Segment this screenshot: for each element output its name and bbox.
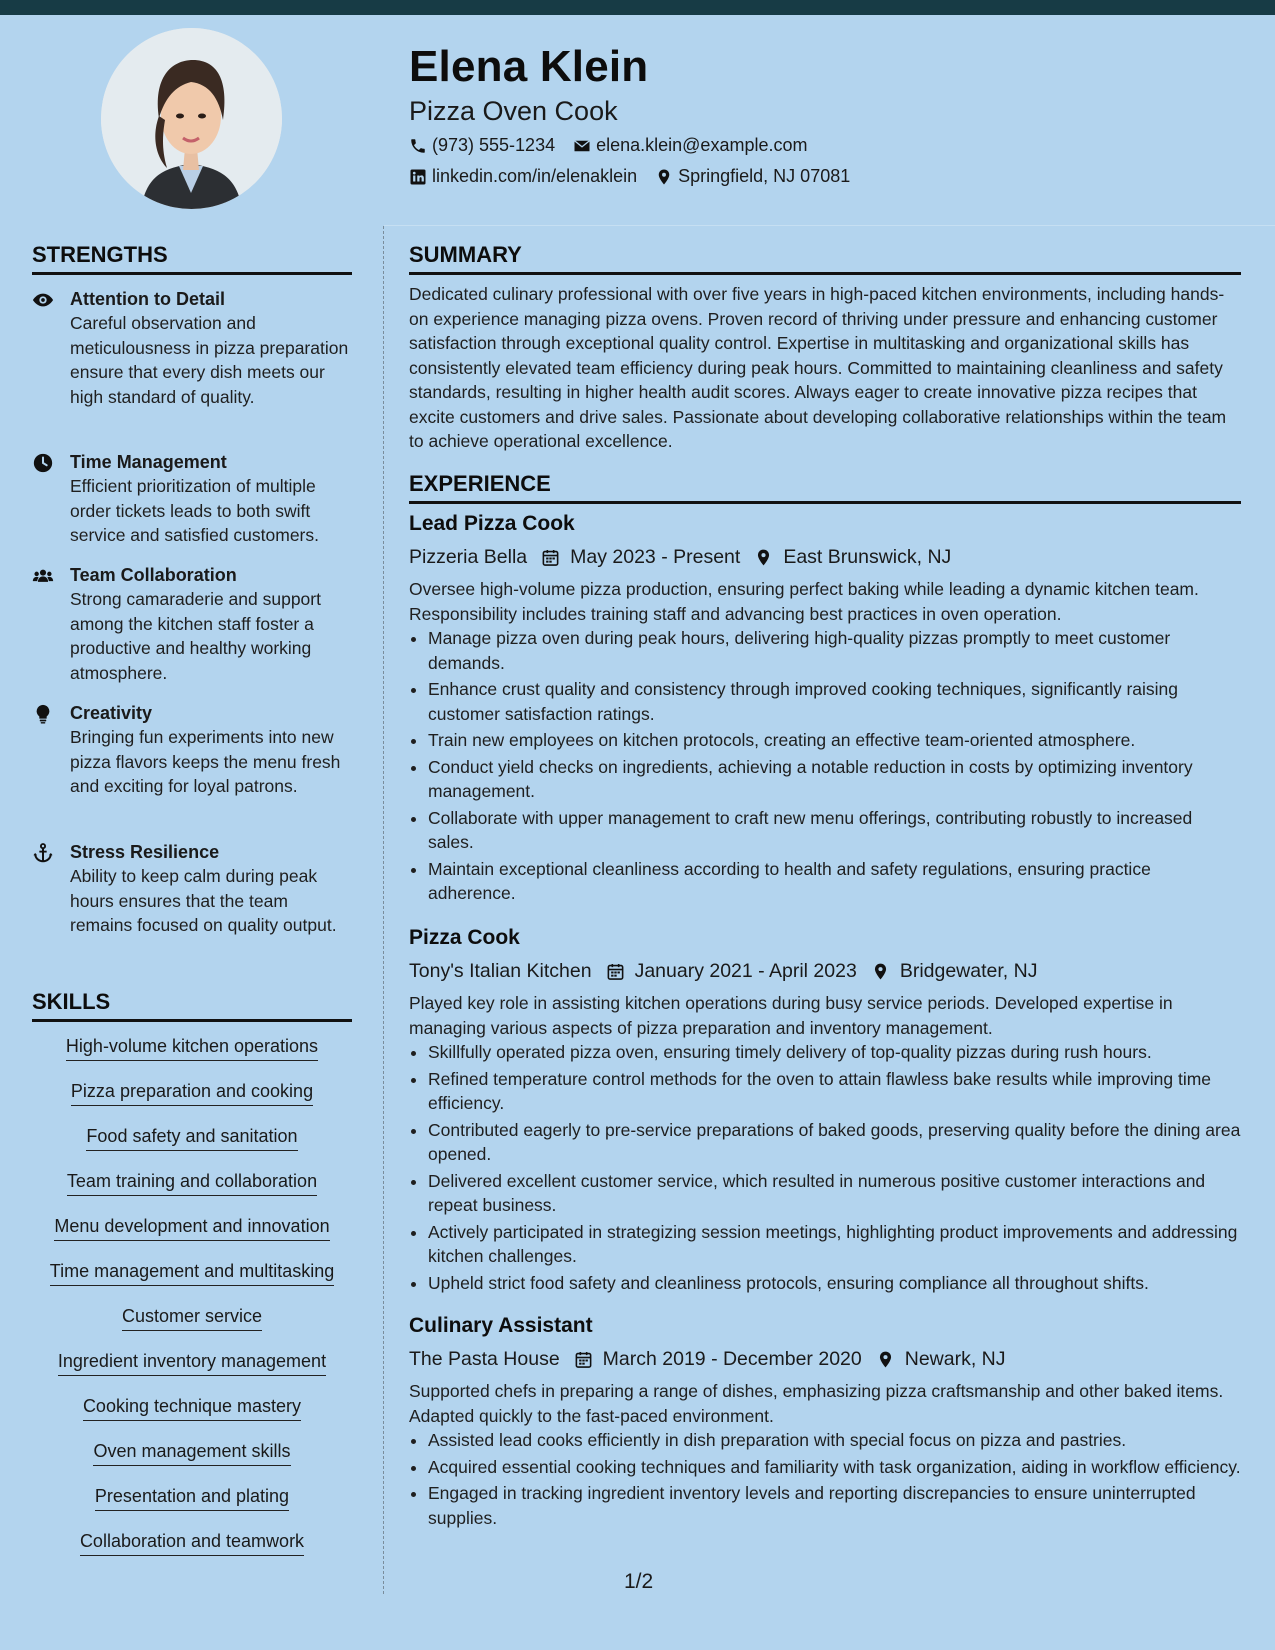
job-title: Pizza Oven Cook [409,96,618,126]
users-icon [32,565,54,587]
strength-desc: Bringing fun experiments into new pizza flavors keeps the menu fresh and exciting for loyal patrons. [70,727,341,796]
email-text: elena.klein@example.com [596,135,808,155]
phone-contact[interactable] [409,135,555,156]
skill-item [32,1531,352,1576]
skill-item [32,1441,352,1486]
eye-icon [32,289,54,311]
column-divider [383,226,384,1594]
skill-label: Cooking technique mastery [83,1396,301,1421]
job-meta [409,957,1241,985]
email-contact[interactable] [573,135,807,156]
skills-list [32,1036,352,1576]
header-divider [384,225,1275,226]
job-bullet: • Contributed eagerly to pre-service preparations of baked goods, preserving quality before the dining area opened. [428,1118,1241,1167]
job-bullets [409,626,1241,906]
job-bullet: • Assisted lead cooks efficiently in dish preparation with special focus on pizza and pastries. [428,1428,1241,1453]
experience-heading: EXPERIENCE [409,471,1241,504]
strength-title: Time Management [70,452,227,472]
strength-title: Creativity [70,703,153,723]
strength-title: Stress Resilience [70,842,220,862]
skill-label: Collaboration and teamwork [80,1531,304,1556]
strength-title: Team Collaboration [70,565,237,585]
skills-heading: SKILLS [32,989,352,1022]
job-bullet: • Manage pizza oven during peak hours, delivering high-quality pizzas promptly to meet customer demands. [428,626,1241,675]
linkedin-text: linkedin.com/in/elenaklein [432,166,638,186]
job-role: Lead Pizza Cook [409,512,575,535]
summary-text: Dedicated culinary professional with over five years in high-paced kitchen environments, including hands-on experience managing pizza ovens. Proven record of thriving under pressure and enhancing customer satisfaction through exceptional quality control. Expertise in multitasking and organizational skills has consistently elevated team efficiency during peak hours. Committed to maintaining cleanliness and safety standards, resulting in higher health audit scores. Always eager to create innovative pizza recipes that excite customers and drive sales. Passionate about developing collaborative relationships within the team to achieve operational excellence. [409,284,1227,451]
job-dates: March 2019 - December 2020 [602,1347,862,1370]
strength-item [32,701,352,799]
strength-desc: Strong camaraderie and support among the kitchen staff foster a productive and healthy working atmosphere. [70,589,321,683]
job-role: Pizza Cook [409,926,520,949]
job-meta [409,1345,1241,1373]
calendar-icon [541,548,560,567]
anchor-icon [32,842,54,864]
lightbulb-icon [32,703,54,725]
phone-text: (973) 555-1234 [432,135,556,155]
linkedin-icon [409,168,427,186]
job-company: Pizzeria Bella [409,545,528,568]
strength-desc: Careful observation and meticulousness in pizza preparation ensure that every dish meets our high standard of quality. [70,313,349,407]
skill-label: Pizza preparation and cooking [71,1081,313,1106]
skill-label: Ingredient inventory management [58,1351,326,1376]
job-bullet: • Delivered excellent customer service, which resulted in numerous positive customer interactions and repeat business. [428,1169,1241,1218]
job-location: Bridgewater, NJ [899,959,1038,982]
job-bullet: • Skillfully operated pizza oven, ensuring timely delivery of top-quality pizzas during rush hours. [428,1040,1241,1065]
job-location: East Brunswick, NJ [783,545,952,568]
experience-entry [409,510,1241,908]
job-company: The Pasta House [409,1347,560,1370]
skill-item [32,1216,352,1261]
skill-label: Customer service [122,1306,262,1331]
strength-item [32,840,352,938]
map-pin-icon [754,548,773,567]
job-location: Newark, NJ [904,1347,1006,1370]
job-bullet: • Collaborate with upper management to craft new menu offerings, contributing robustly to increased sales. [428,806,1241,855]
skill-label: Team training and collaboration [67,1171,317,1196]
strength-item [32,450,352,548]
skill-item [32,1171,352,1216]
job-bullet: • Conduct yield checks on ingredients, achieving a notable reduction in costs by optimizing inventory management. [428,755,1241,804]
top-accent-bar [0,0,1275,15]
strength-title: Attention to Detail [70,289,225,309]
job-bullets [409,1428,1241,1530]
job-bullet: • Engaged in tracking ingredient inventory levels and reporting discrepancies to ensure uninterrupted supplies. [428,1481,1241,1530]
summary-heading: SUMMARY [409,242,1241,275]
profile-photo [101,28,282,209]
job-meta [409,543,1241,571]
map-pin-icon [871,962,890,981]
strengths-heading: STRENGTHS [32,242,352,275]
skill-label: Menu development and innovation [54,1216,329,1241]
job-bullet: • Maintain exceptional cleanliness according to health and safety regulations, ensuring practice adherence. [428,857,1241,906]
skill-label: Time management and multitasking [50,1261,334,1286]
job-bullet: • Upheld strict food safety and cleanliness protocols, ensuring compliance all throughout shifts. [428,1271,1241,1296]
envelope-icon [573,137,591,155]
job-bullets [409,1040,1241,1295]
skill-item [32,1261,352,1306]
job-description: Oversee high-volume pizza production, ensuring perfect baking while leading a dynamic kitchen team. Responsibility includes training staff and advancing best practices in oven operation. [409,579,1199,624]
job-bullet: • Refined temperature control methods for the oven to attain flawless bake results while improving time efficiency. [428,1067,1241,1116]
skill-item [32,1126,352,1171]
linkedin-contact[interactable] [409,166,637,187]
skill-label: Food safety and sanitation [86,1126,297,1151]
contact-row-1 [409,135,825,156]
strength-item [32,563,352,685]
phone-icon [409,137,427,155]
skill-item [32,1486,352,1531]
skill-item [32,1351,352,1396]
job-bullet: • Actively participated in strategizing session meetings, highlighting product improvements and addressing kitchen challenges. [428,1220,1241,1269]
job-description: Supported chefs in preparing a range of dishes, emphasizing pizza craftsmanship and other baked items. Adapted quickly to the fast-paced environment. [409,1381,1224,1426]
calendar-icon [574,1350,593,1369]
candidate-name: Elena Klein [409,42,649,91]
skill-label: Oven management skills [93,1441,290,1466]
location-text: Springfield, NJ 07081 [678,166,851,186]
job-bullet: • Enhance crust quality and consistency through improved cooking techniques, significantly raising customer satisfaction ratings. [428,677,1241,726]
job-role: Culinary Assistant [409,1314,593,1337]
skill-item [32,1036,352,1081]
job-description: Played key role in assisting kitchen operations during busy service periods. Developed expertise in managing various aspects of pizza preparation and inventory management. [409,993,1173,1038]
job-bullet: • Acquired essential cooking techniques and familiarity with task organization, aiding in workflow efficiency. [428,1455,1241,1480]
strength-desc: Efficient prioritization of multiple order tickets leads to both swift service and satisfied customers. [70,476,319,545]
map-pin-icon [655,168,673,186]
skill-item [32,1396,352,1441]
contact-row-2 [409,166,868,187]
experience-entry [409,1312,1241,1532]
strength-item [32,287,352,409]
page-number: 1/2 [624,1570,654,1593]
job-bullet: • Train new employees on kitchen protocols, creating an effective team-oriented atmosphere. [428,728,1241,753]
skill-item [32,1306,352,1351]
job-dates: May 2023 - Present [570,545,741,568]
location-contact [655,166,850,187]
skill-label: High-volume kitchen operations [66,1036,318,1061]
job-dates: January 2021 - April 2023 [634,959,857,982]
strength-desc: Ability to keep calm during peak hours ensures that the team remains focused on quality output. [70,866,337,935]
calendar-icon [606,962,625,981]
skill-label: Presentation and plating [95,1486,289,1511]
map-pin-icon [876,1350,895,1369]
clock-icon [32,452,54,474]
job-company: Tony's Italian Kitchen [409,959,592,982]
skill-item [32,1081,352,1126]
experience-entry [409,924,1241,1297]
